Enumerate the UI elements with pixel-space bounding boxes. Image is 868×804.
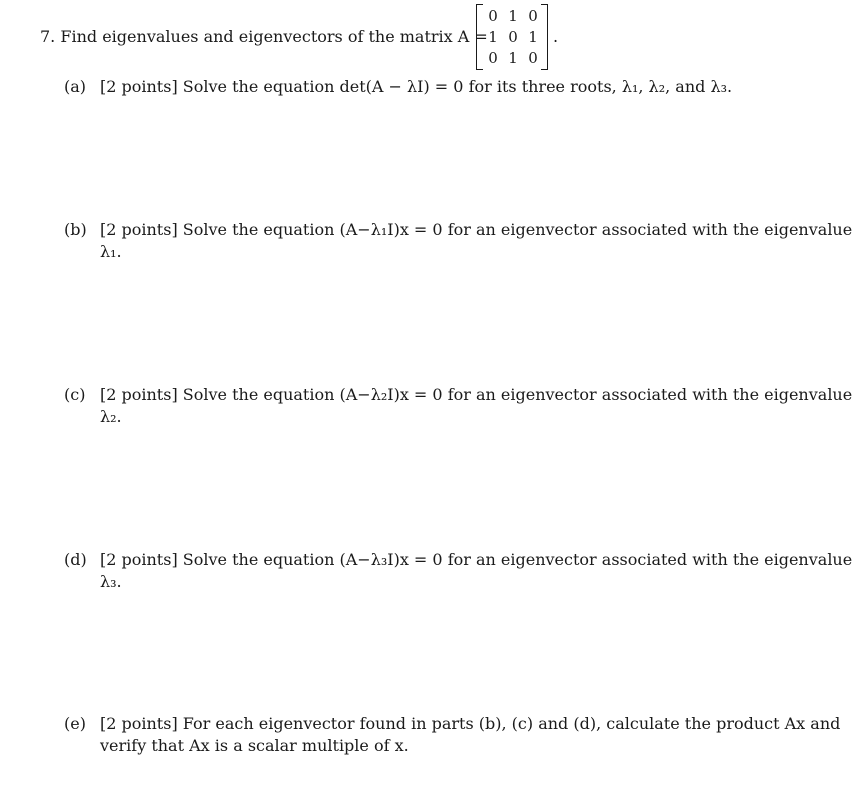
part-text: Solve the equation (A−λ₂I)x = 0 for an eigenvector associated with the eigenvalue	[182, 385, 853, 404]
part-points: [2 points]	[100, 77, 178, 96]
part-e	[64, 713, 840, 735]
problem-number: 7.	[40, 27, 56, 46]
part-label: (e)	[64, 714, 86, 733]
matrix-cell: 1	[508, 49, 518, 67]
matrix-row-2	[484, 27, 542, 47]
part-label: (c)	[64, 385, 86, 404]
matrix-lhs: A =	[457, 27, 488, 46]
part-c	[64, 384, 852, 406]
part-text: Solve the equation (A−λ₁I)x = 0 for an eigenvector associated with the eigenvalue	[182, 220, 853, 239]
matrix-cell: 0	[508, 28, 518, 46]
part-label: (b)	[64, 220, 87, 239]
matrix-right-bracket	[541, 4, 548, 70]
matrix-a	[476, 4, 548, 70]
part-text: For each eigenvector found in parts (b), (c) and (d), calculate the product Ax and	[182, 714, 841, 733]
part-b	[64, 219, 852, 241]
matrix-cell: 0	[488, 7, 498, 25]
part-b-continuation: λ₁.	[100, 242, 122, 261]
problem-period: .	[553, 27, 559, 46]
part-d-continuation: λ₃.	[100, 572, 122, 591]
part-points: [2 points]	[100, 550, 178, 569]
matrix-row-3	[484, 48, 542, 68]
part-points: [2 points]	[100, 385, 178, 404]
matrix-cell: 0	[528, 49, 538, 67]
part-text: Solve the equation det(A − λI) = 0 for its three roots, λ₁, λ₂, and λ₃.	[182, 77, 733, 96]
part-d	[64, 549, 852, 571]
part-a	[64, 76, 732, 98]
problem-statement	[40, 26, 488, 48]
part-points: [2 points]	[100, 220, 178, 239]
matrix-row-1	[484, 6, 542, 26]
part-e-continuation: verify that Ax is a scalar multiple of x.	[100, 736, 409, 755]
matrix-left-bracket	[476, 4, 483, 70]
part-label: (d)	[64, 550, 87, 569]
part-label: (a)	[64, 77, 87, 96]
part-points: [2 points]	[100, 714, 178, 733]
matrix-cell: 1	[508, 7, 518, 25]
matrix-cell: 1	[528, 28, 538, 46]
matrix-cell: 0	[528, 7, 538, 25]
part-text: Solve the equation (A−λ₃I)x = 0 for an eigenvector associated with the eigenvalue	[182, 550, 853, 569]
matrix-cell: 0	[488, 49, 498, 67]
part-c-continuation: λ₂.	[100, 407, 122, 426]
matrix-cell: 1	[488, 28, 498, 46]
problem-text: Find eigenvalues and eigenvectors of the matrix	[60, 27, 453, 46]
